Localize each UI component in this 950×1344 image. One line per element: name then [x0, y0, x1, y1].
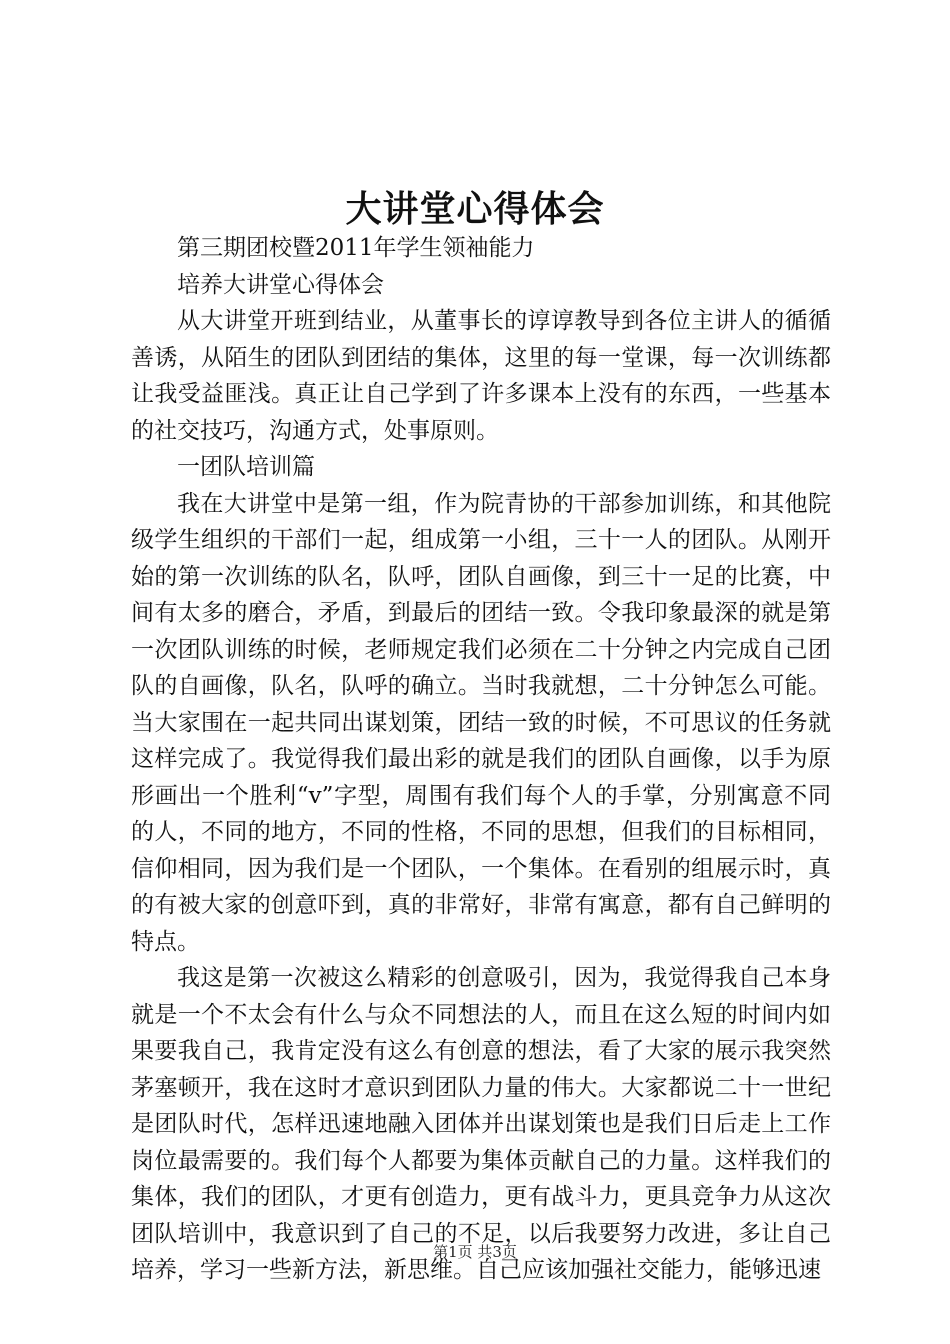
- paragraph-team-training: 我在大讲堂中是第一组，作为院青协的干部参加训练，和其他院级学生组织的干部们一起，组成第一小组，三十一人的团队。从刚开始的第一次训练的队名，队呼，团队自画像，到三十一足的比赛，中间有太多的磨合，矛盾，到最后的团结一致。令我印象最深的就是第一次团队训练的时候，老师规定我们必须在二十分钟之内完成自己团队的自画像，队名，队呼的确立。当时我就想，二十分钟怎么可能。当大家围在一起共同出谋划策，团结一致的时候，不可思议的任务就这样完成了。我觉得我们最出彩的就是我们的团队自画像，以手为原形画出一个胜利“v”字型，周围有我们每个人的手掌，分别寓意不同的人，不同的地方，不同的性格，不同的思想，但我们的目标相同，信仰相同，因为我们是一个团队，一个集体。在看别的组展示时，真的有被大家的创意吓到，真的非常好，非常有寓意，都有自己鲜明的特点。: [131, 490, 831, 955]
- section-heading: 一团队培训篇: [177, 454, 315, 480]
- subtitle-line-1: 第三期团校暨2011年学生领袖能力: [177, 235, 535, 261]
- subtitle-line-2: 培养大讲堂心得体会: [177, 271, 384, 298]
- document-title: 大讲堂心得体会: [345, 188, 605, 230]
- paragraph-reflection: 我这是第一次被这么精彩的创意吸引，因为，我觉得我自己本身就是一个不太会有什么与众不同想法的人，而且在这么短的时间内如果要我自己，我肯定没有这么有创意的想法，看了大家的展示我突然茅塞顿开，我在这时才意识到团队力量的伟大。大家都说二十一世纪是团队时代，怎样迅速地融入团体并出谋划策也是我们日后走上工作岗位最需要的。我们每个人都要为集体贡献自己的力量。这样我们的集体，我们的团队，才更有创造力，更有战斗力，更具竞争力从这次团队培训中，我意识到了自己的不足，以后我要努力改进，多让自己培养，学习一些新方法，新思维。自己应该加强社交能力，能够迅速: [131, 965, 831, 1283]
- paragraph-intro: 从大讲堂开班到结业，从董事长的谆谆教导到各位主讲人的循循善诱，从陌生的团队到团结的集体，这里的每一堂课，每一次训练都让我受益匪浅。真正让自己学到了许多课本上没有的东西，一些基本的社交技巧，沟通方式，处事原则。: [131, 308, 831, 444]
- document-body: [131, 230, 831, 1289]
- page-footer: 第1页 共3页: [433, 1243, 517, 1261]
